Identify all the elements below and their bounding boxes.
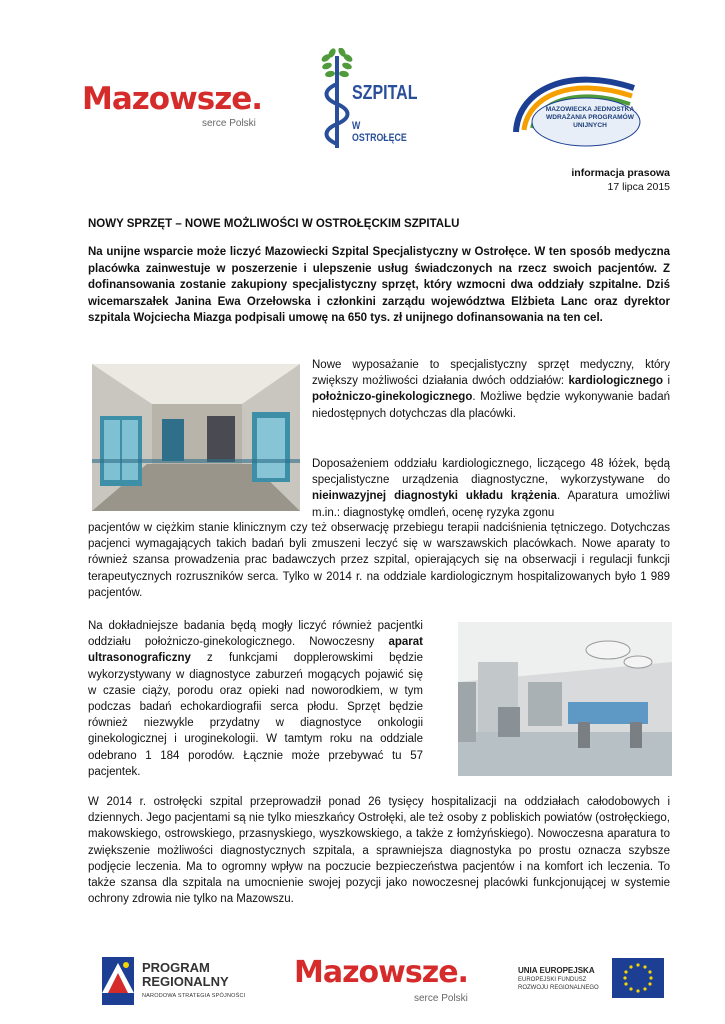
eu-line2: EUROPEJSKI FUNDUSZ ROZWOJU REGIONALNEGO — [518, 977, 599, 991]
eu-line1: UNIA EUROPEJSKA — [518, 966, 595, 975]
paragraph-1 — [312, 357, 670, 422]
press-date: 17 lipca 2015 — [607, 181, 670, 193]
program-line2: REGIONALNY — [142, 974, 229, 989]
paragraph-4: W 2014 r. ostrołęcki szpital przeprowadził ponad 26 tysięcy hospitalizacji na oddziałach całodobowych i dziennych. Jego pacjentami są nie tylko mieszkańcy Ostrołęki, ale też osoby z pobliskich powiatów (ostrołęckiego, makowskiego, ostrowskiego, przasnyskiego, wyszkowskiego, a także z łomżyńskiego). Nowoczesna aparatura to zwiększenie możliwości diagnostycznych szpitala, a sprawniejsza diagnostyka po prostu oznacza szybsze podjęcie leczenia. Ma to ogromny wpływ na poczucie bezpieczeństwa pacjentów i na komfort ich leczenia. To także szansa dla szpitala na umocnienie swojej pozycji jako nowoczesnej placówki funkcjonującej w systemie ochrony zdrowia nie tylko na Mazowszu. — [88, 796, 670, 906]
press-type: informacja prasowa — [571, 167, 670, 179]
program-sub: NARODOWA STRATEGIA SPÓJNOŚCI — [142, 993, 246, 999]
program-line1: PROGRAM — [142, 960, 210, 975]
paragraph-1-text-e: . Możliwe będzie wykonywanie badań niedostępnych dotychczas dla placówki. — [312, 391, 670, 420]
mjwpu-logo-text: MAZOWIECKA JEDNOSTKA WDRAŻANIA PROGRAMÓW UNIJNYCH — [545, 106, 635, 129]
article-lead: Na unijne wsparcie może liczyć Mazowiecki Szpital Specjalistyczny w Ostrołęce. W ten sposób medyczna placówka zainwestuje w poszerzenie i ulepszenie usług świadczonych na rzecz swoich pacjentów. Z dofinansowania zostanie zakupiony specjalistyczny sprzęt, który wzmocni dwa oddziały szpitalne. Dziś wicemarszałek Janina Ewa Orzełowska i członkini zarządu województwa Elżbieta Lanc oraz dyrektor szpitala Wojciecha Miazga podpisali umowę na 650 tys. zł unijnego dofinansowania na ten cel. — [88, 246, 670, 324]
program-regionalny-emblem-icon — [98, 953, 138, 1009]
footer-mazowsze-text: Mazowsze. — [294, 955, 468, 990]
paragraph-3-text-a: Na dokładniejsze badania będą mogły liczyć również pacjentki oddziału położniczo-ginekologicznego. Nowoczesny — [88, 620, 423, 649]
paragraph-3 — [88, 618, 423, 780]
mjwpu-logo — [508, 70, 644, 148]
hospital-corridor-photo — [92, 364, 300, 511]
szpital-logo-line2: W OSTROŁĘCE — [352, 120, 407, 144]
program-regionalny-logo — [98, 953, 278, 1009]
eu-flag-icon — [612, 958, 664, 998]
paragraph-1-bold-b: położniczo-ginekologicznego — [312, 391, 473, 404]
paragraph-1-bold-a: kardiologicznego — [568, 375, 664, 388]
szpital-logo-line1: SZPITAL — [352, 82, 418, 104]
paragraph-2-bold: nieinwazyjnej diagnostyki układu krążenia — [312, 490, 557, 503]
paragraph-2-continued: pacjentów w ciężkim stanie klinicznym czy też obserwację przebiegu terapii nadciśnienia tętniczego. Dotychczas pacjenci wymagających takich badań byli zmuszeni leczyć się w warszawskich placówkach. Nowe aparaty to również szansa prowadzenia prac badawczych przez szpital, opierających się na obserwacji i regulacji funkcji terapeutycznych rozruszników serca. Tylko w 2014 r. na oddziale kardiologicznym hospitalizowanych było 1 989 pacjentów. — [88, 522, 670, 599]
paragraph-3-bold: aparat ultrasonograficzny — [88, 636, 423, 665]
press-info — [571, 166, 670, 194]
article-title: NOWY SPRZĘT – NOWE MOŻLIWOŚCI W OSTROŁĘCKIM SZPITALU — [88, 218, 460, 230]
mazowsze-logo-text: Mazowsze. — [82, 81, 263, 117]
eu-logo — [518, 958, 668, 1002]
paragraph-2-text-c: . Aparatura umożliwi m.in.: diagnostykę omdleń, ocenę ryzyka zgonu — [312, 490, 670, 519]
paragraph-2 — [312, 456, 670, 521]
szpital-logo — [318, 48, 430, 152]
paragraph-1-text-a: Nowe wyposażanie to specjalistyczny sprzęt medyczny, który zwiększy możliwości działania dwóch oddziałów: — [312, 359, 670, 388]
paragraph-3-text-c: z funkcjami dopplerowskimi będzie wykorzystywany w diagnostyce zaburzeń mogących pojawić się w czasie ciąży, porodu oraz opieki nad noworodkiem, w tym podczas badań echokardiografii serca płodu. Sprzęt będzie również niezwykle przydatny w diagnostyce onkologii ginekologicznej i uroginekologii. W tamtym roku na oddziale odebrano 1 184 porodów. Łącznie może przebywać tu 57 pacjentek. — [88, 652, 423, 778]
mazowsze-logo-sub: serce Polski — [202, 118, 256, 129]
mazowsze-logo — [82, 82, 272, 142]
paragraph-2-text-a: Doposażeniem oddziału kardiologicznego, liczącego 48 łóżek, będą specjalistyczne urządzenia diagnostyczne, wykorzystywane do — [312, 458, 670, 487]
delivery-room-photo — [458, 622, 672, 776]
paragraph-1-text-c: i — [663, 375, 670, 388]
footer-mazowsze-logo — [294, 957, 484, 1013]
footer-mazowsze-sub: serce Polski — [414, 993, 468, 1004]
